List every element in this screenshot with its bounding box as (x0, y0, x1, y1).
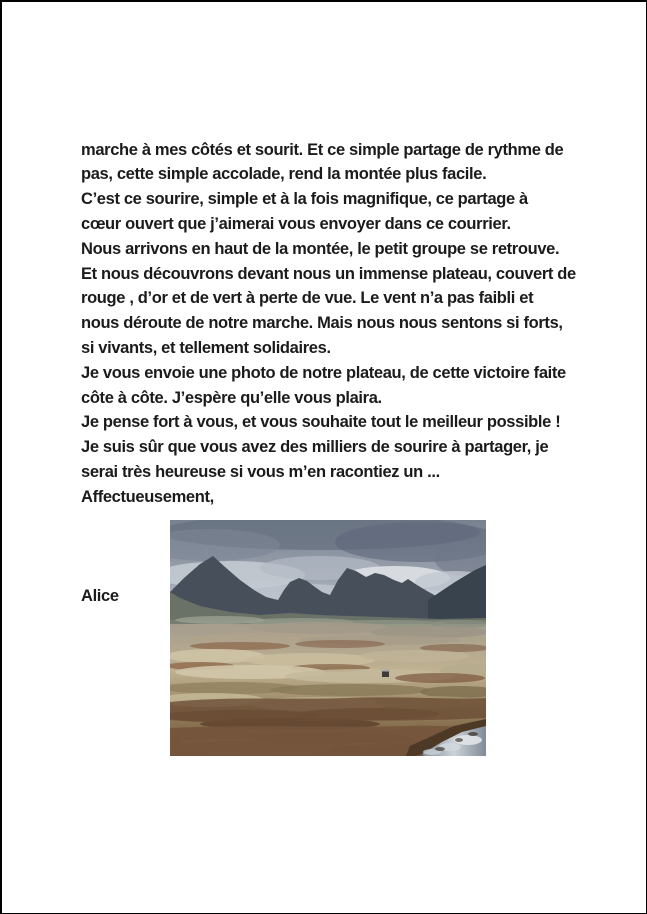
letter-line: si vivants, et tellement solidaires. (81, 338, 331, 357)
letter-line: marche à mes côtés et sourit. Et ce simple partage de rythme de (81, 140, 564, 159)
signature: Alice (81, 586, 119, 605)
letter-line: Je suis sûr que vous avez des milliers de sourire à partager, je (81, 438, 549, 457)
letter-line: côte à côte. J’espère qu’elle vous plaira. (81, 388, 382, 407)
letter-line: Je vous envoie une photo de notre plateau, de cette victoire faite (81, 363, 566, 382)
letter-line: Et nous découvrons devant nous un immense plateau, couvert de (81, 264, 576, 283)
hut-body (382, 672, 389, 678)
letter-line: C’est ce sourire, simple et à la fois magnifique, ce partage à (81, 190, 528, 209)
letter-body (81, 138, 601, 510)
letter-line: cœur ouvert que j’aimerai vous envoyer dans ce courrier. (81, 214, 511, 233)
letter-line: Affectueusement, (81, 487, 214, 506)
letter-line: Nous arrivons en haut de la montée, le petit groupe se retrouve. (81, 239, 560, 258)
plateau-photo (170, 520, 486, 756)
letter-line: nous déroute de notre marche. Mais nous nous sentons si forts, (81, 314, 563, 333)
letter-line: rouge , d’or et de vert à perte de vue. Le vent n’a pas faibli et (81, 289, 534, 308)
plateau-photo-art (170, 520, 486, 756)
letter-line: serai très heureuse si vous m’en racontiez un ... (81, 462, 440, 481)
heath-band (170, 697, 486, 722)
letter-line: Je pense fort à vous, et vous souhaite tout le meilleur possible ! (81, 413, 561, 432)
letter-line: pas, cette simple accolade, rend la montée plus facile. (81, 165, 487, 184)
